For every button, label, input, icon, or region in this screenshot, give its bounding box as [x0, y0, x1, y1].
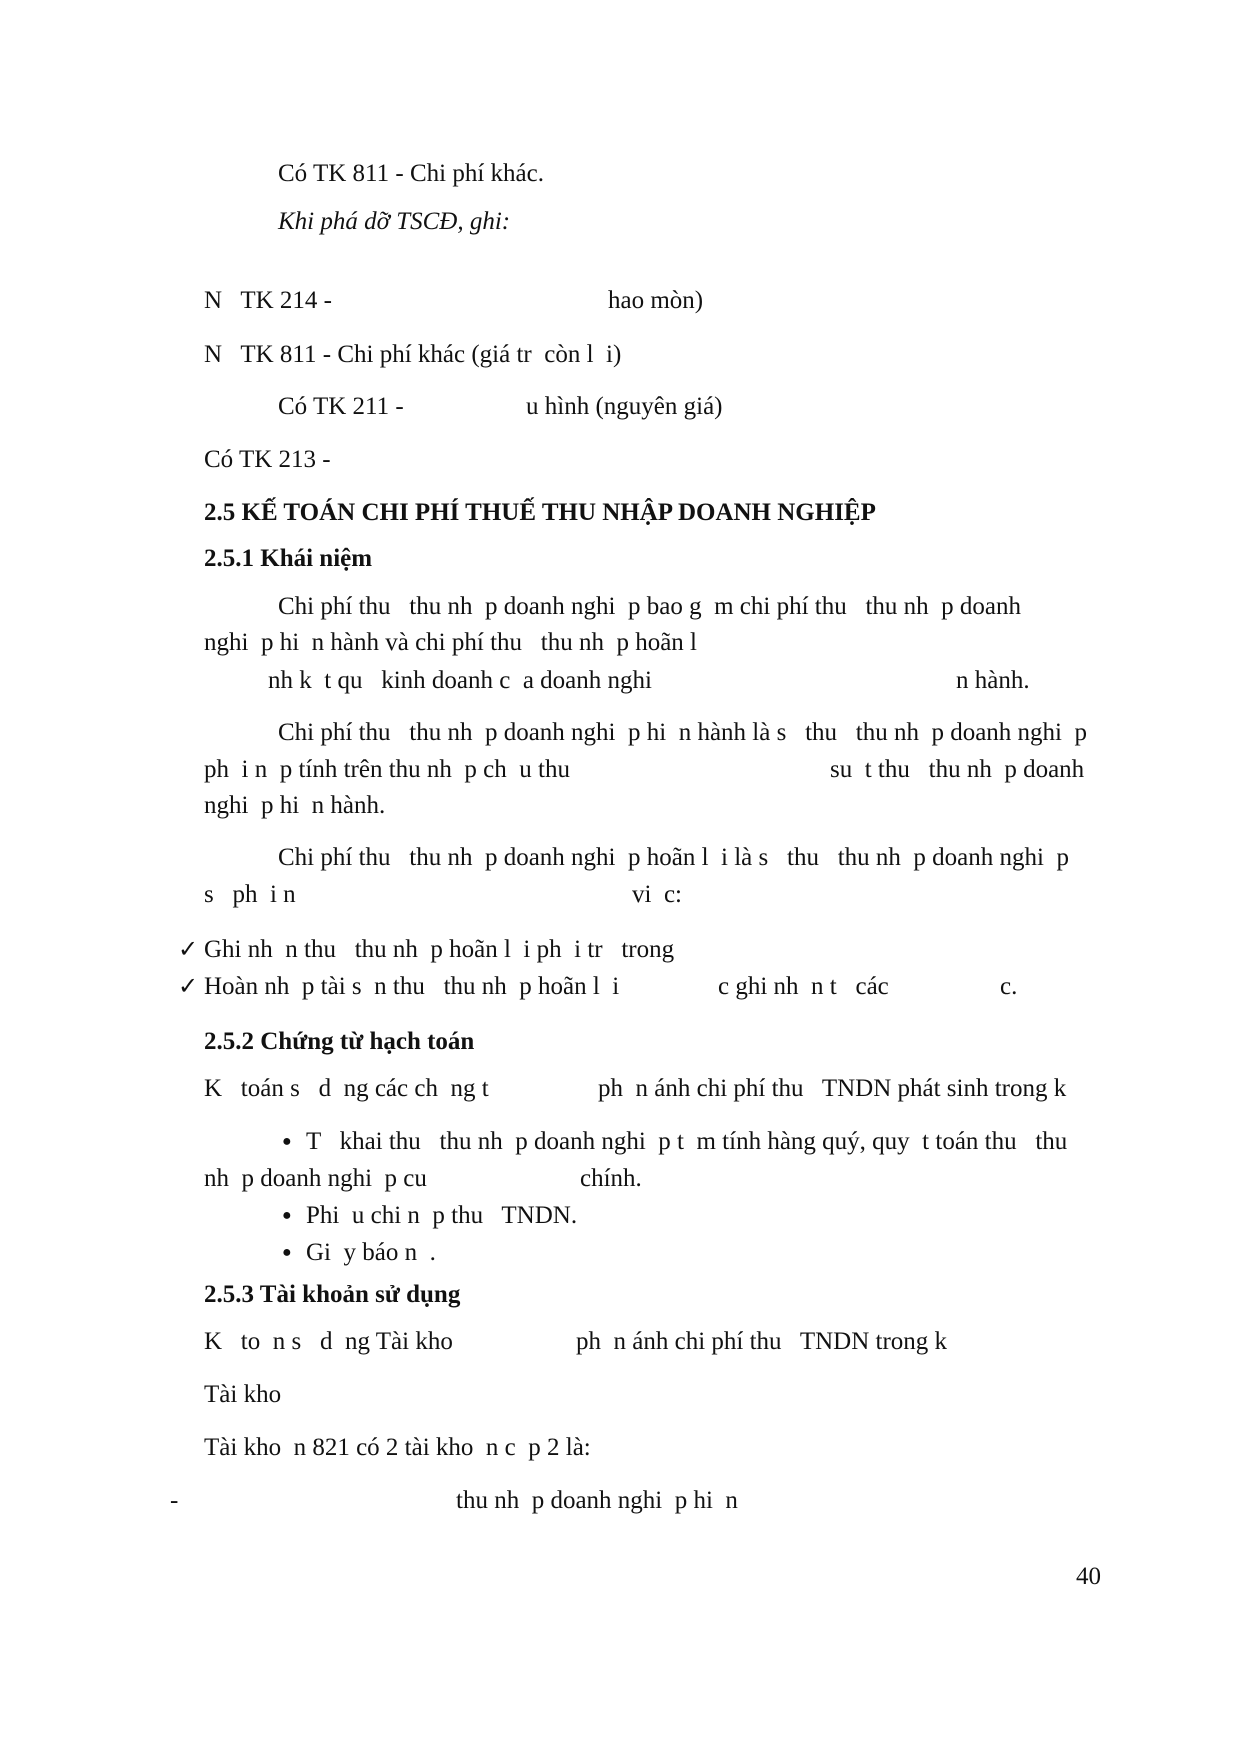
paragraph-line: Chi phí thu thu nh p doanh nghi p bao g m chi phí thu thu nh p doanh — [278, 593, 1022, 620]
paragraph-line: ph i n p tính trên thu nh p ch u thu — [204, 756, 570, 783]
journal-line: N TK 214 - — [204, 287, 333, 314]
journal-line: hao mòn) — [608, 287, 704, 314]
bullet-icon: ● — [282, 1244, 292, 1261]
checkmark-icon: ✓ — [178, 974, 199, 1000]
paragraph-line: Chi phí thu thu nh p doanh nghi p hoãn l i là s thu thu nh p doanh nghi p — [278, 844, 1069, 871]
subsection-heading: 2.5.3 Tài khoản sử dụng — [204, 1281, 461, 1308]
paragraph-line: s ph i n — [204, 881, 296, 908]
paragraph-line: su t thu thu nh p doanh — [830, 756, 1085, 783]
paragraph-line: Tài kho — [204, 1381, 282, 1408]
paragraph-line: - — [170, 1487, 179, 1514]
checkmark-icon: ✓ — [178, 937, 199, 963]
check-item: c ghi nh n t các — [718, 973, 889, 1000]
paragraph-line: ph n ánh chi phí thu TNDN trong k — [576, 1328, 948, 1355]
paragraph-line: Tài kho n 821 có 2 tài kho n c p 2 là: — [204, 1434, 591, 1461]
paragraph-line: Chi phí thu thu nh p doanh nghi p hi n hành là s thu thu nh p doanh nghi p — [278, 719, 1087, 746]
paragraph-line: ph n ánh chi phí thu TNDN phát sinh trong k — [598, 1075, 1067, 1102]
journal-line: Có TK 211 - — [278, 393, 404, 420]
bullet-item: chính. — [580, 1165, 642, 1192]
paragraph-line: vi c: — [632, 881, 682, 908]
subsection-heading: 2.5.2 Chứng từ hạch toán — [204, 1028, 475, 1055]
paragraph-line: thu nh p doanh nghi p hi n — [456, 1487, 738, 1514]
bullet-item: nh p doanh nghi p cu — [204, 1165, 427, 1192]
bullet-item: Gi y báo n . — [306, 1239, 436, 1266]
paragraph-line: n hành. — [956, 667, 1030, 694]
paragraph-line: nghi p hi n hành và chi phí thu thu nh p hoãn l — [204, 629, 698, 656]
paragraph-line: nghi p hi n hành. — [204, 792, 386, 819]
check-item: Ghi nh n thu thu nh p hoãn l i ph i tr trong — [204, 936, 675, 963]
paragraph-line: nh k t qu kinh doanh c a doanh nghi — [268, 667, 652, 694]
section-heading: 2.5 KẾ TOÁN CHI PHÍ THUẾ THU NHẬP DOANH NGHIỆP — [204, 499, 876, 526]
check-item: Hoàn nh p tài s n thu thu nh p hoãn l i — [204, 973, 620, 1000]
bullet-icon: ● — [282, 1207, 292, 1224]
journal-line: Có TK 811 - Chi phí khác. — [278, 160, 544, 187]
paragraph-line: K toán s d ng các ch ng t — [204, 1075, 489, 1102]
bullet-item: Phi u chi n p thu TNDN. — [306, 1202, 578, 1229]
journal-line: Có TK 213 - — [204, 446, 331, 473]
subsection-heading: 2.5.1 Khái niệm — [204, 545, 373, 572]
check-item: c. — [1000, 973, 1018, 1000]
journal-caption: Khi phá dỡ TSCĐ, ghi: — [278, 208, 511, 235]
bullet-item: T khai thu thu nh p doanh nghi p t m tính hàng quý, quy t toán thu thu — [306, 1128, 1068, 1155]
journal-line: u hình (nguyên giá) — [526, 393, 723, 420]
journal-line: N TK 811 - Chi phí khác (giá tr còn l i) — [204, 341, 622, 368]
page-number: 40 — [1076, 1563, 1101, 1590]
paragraph-line: K to n s d ng Tài kho — [204, 1328, 453, 1355]
bullet-icon: ● — [282, 1133, 292, 1150]
